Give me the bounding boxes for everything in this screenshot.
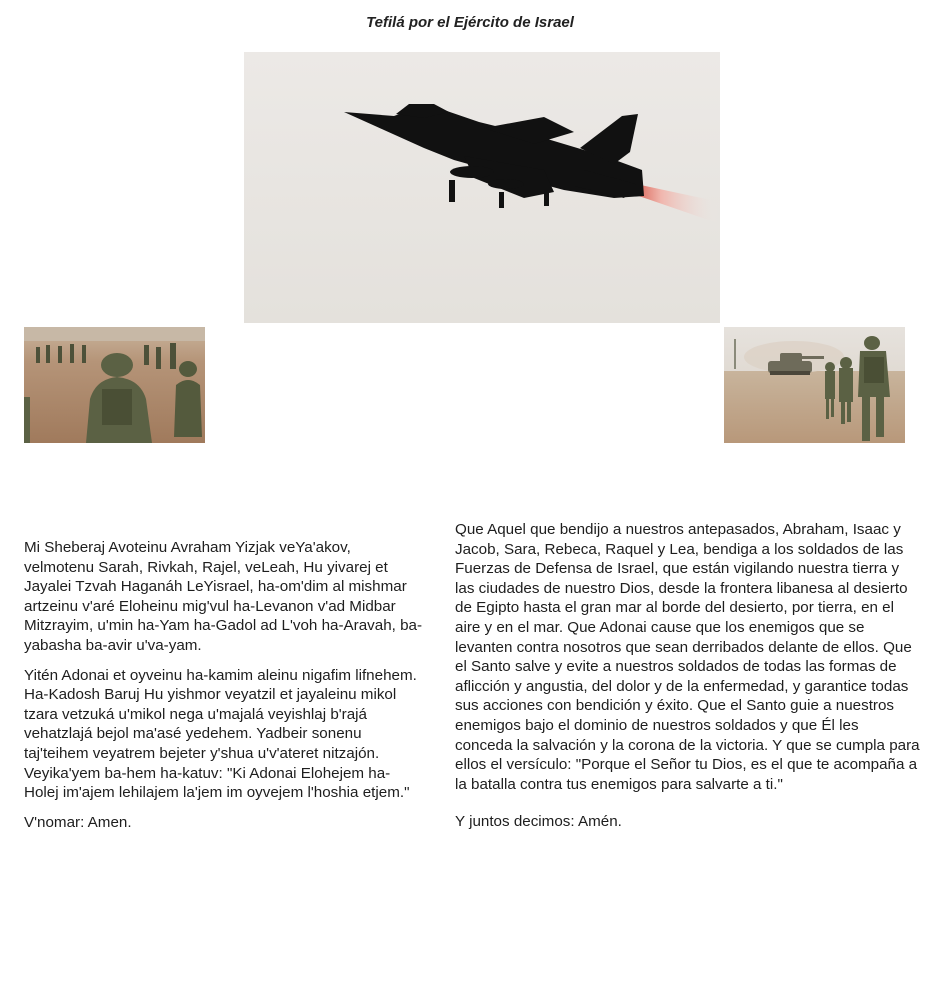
translation-paragraph: Que Aquel que bendijo a nuestros antepasados, Abraham, Isaac y Jacob, Sara, Rebeca, Raquel y Lea, bendiga a los soldados de las Fuerzas de Defensa de Israel, que están vigilando nuestra tierra y las ciudades de nuestro Dios, desde la frontera libanesa al desierto de Egipto hasta el gran mar al borde del desierto, por tierra, en el aire y en el mar. Que Adonai cause que los enemigos que se levanten contra nosotros que sean derribados delante de ellos. Que el Santo salve y evite a nuestros soldados de todas las formas de aflicción y angustia, del dolor y de la enfermedad, y garantice todas sus acciones con bendición y éxito. Que el Santo guie a nuestros enemigos bajo el dominio de nuestros soldados y que Él les conceda la salvación y la corona de la victoria. Y que se cumpla para ellos el versículo: "Porque el Señor tu Dios, es el que te acompaña a la batalla contra tus enemigos para salvarte a ti." bbox=[455, 521, 920, 793]
transliteration-paragraph: Mi Sheberaj Avoteinu Avraham Yizjak veYa'akov, velmotenu Sarah, Rivkah, Rajel, veLeah, Hu yivarej et Jayalei Tzvah Haganáh LeYisrael, ha-om'dim al mishmar artzeinu v'aré Eloheinu mig'vul ha-Levanon v'ad Midbar Mitzrayim, u'min ha-Yam ha-Gadol ad L'voh ha-Aravah, ba-yabasha ba-avir u'va-yam. bbox=[24, 539, 423, 654]
transliteration-paragraph: Yitén Adonai et oyveinu ha-kamim aleinu nigafim lifnehem. Ha-Kadosh Baruj Hu yishmor veyatzil et jayaleinu mikol tzara vetzuká u'mikol nega u'majalá veyishlaj b'rajá vehatzlajá bejol ma'asé yedehem. Yadbeir sonenu taj'teihem veyatrem bejeter y'shua u'v'ateret nitzajón. Veyika'yem ba-hem ha-katuv: "Ki Adonai Elohejem ha-Holej im'ajem lehilajem la'jem im oyvejem l'hoshia etjem." bbox=[24, 666, 417, 802]
translation-column bbox=[455, 520, 920, 842]
transliteration-column bbox=[24, 538, 424, 842]
soldiers-marching-photo bbox=[24, 327, 205, 443]
page-title: Tefilá por el Ejército de Israel bbox=[366, 14, 574, 31]
translation-closing: Y juntos decimos: Amén. bbox=[455, 813, 622, 831]
transliteration-closing: V'nomar: Amen. bbox=[24, 813, 132, 831]
fighter-jet-photo bbox=[244, 52, 720, 323]
soldiers-and-tank-photo bbox=[724, 327, 905, 443]
